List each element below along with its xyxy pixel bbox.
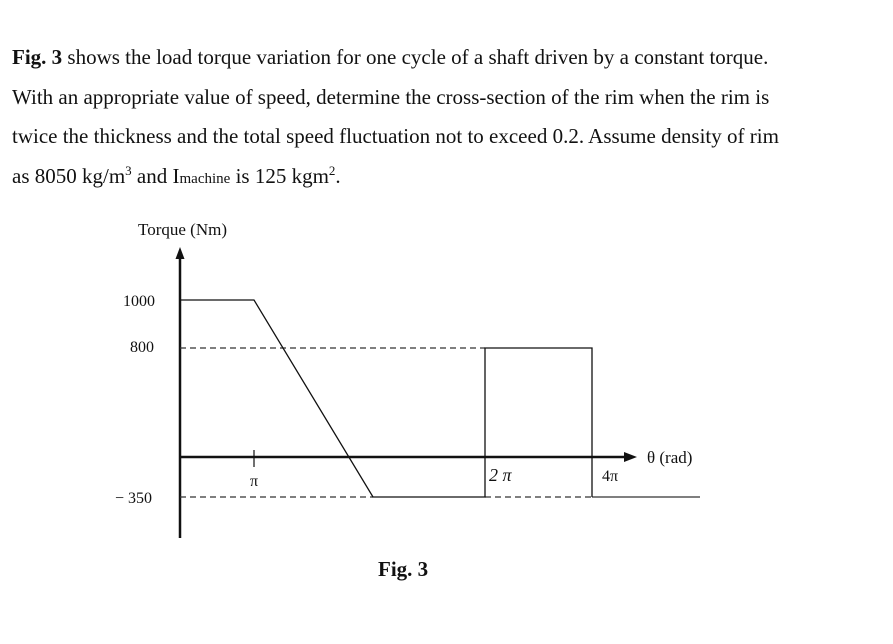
text-line-2: With an appropriate value of speed, determine the cross-section of the rim when the rim is	[12, 84, 770, 109]
torque-curve	[180, 300, 592, 497]
y-tick-800: 800	[130, 339, 154, 356]
y-axis-label: Torque (Nm)	[138, 220, 227, 239]
x-axis-label: θ (rad)	[647, 448, 693, 467]
subscript-machine: machine	[179, 170, 231, 187]
text-line-4a: as 8050 kg/m	[12, 163, 126, 188]
text-line-3: twice the thickness and the total speed fluctuation not to exceed 0.2. Assume density of rim	[12, 124, 779, 148]
y-tick-minus350: − 350	[115, 490, 153, 507]
fig-reference: Fig. 3	[12, 45, 63, 69]
superscript-2: 2	[328, 162, 336, 178]
superscript-3: 3	[125, 162, 132, 178]
text-line-4-end: .	[335, 163, 341, 188]
x-axis-arrow-icon	[624, 452, 637, 462]
x-tick-2pi: 2 π	[489, 465, 512, 485]
y-axis-arrow-icon	[176, 247, 185, 259]
text-line-4c: is 125 kgm	[230, 163, 329, 188]
figure-caption: Fig. 3	[378, 557, 429, 581]
x-tick-4pi: 4π	[602, 468, 619, 485]
x-tick-pi: π	[250, 473, 259, 490]
text-line-4b: and I	[131, 163, 180, 188]
text-line-1: shows the load torque variation for one cycle of a shaft driven by a constant torque.	[62, 45, 769, 69]
y-tick-1000: 1000	[123, 293, 155, 310]
